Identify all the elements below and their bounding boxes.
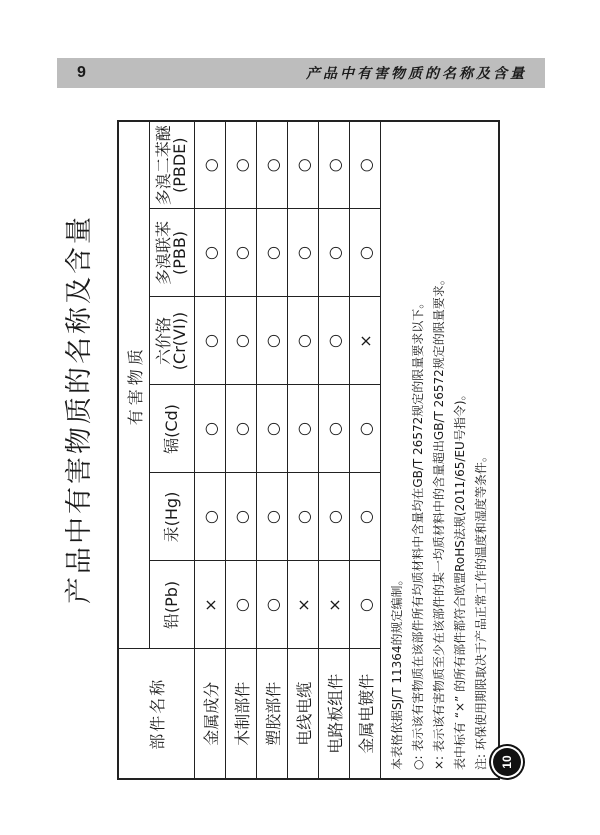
substance-mark: ○: [195, 473, 226, 561]
page-title: 产品中有害物质的名称及含量: [64, 214, 95, 604]
column-header: 多溴联苯 (PBB): [150, 209, 195, 297]
page-number: 9: [77, 64, 86, 81]
substance-mark: ○: [319, 121, 350, 209]
column-header: 多溴二苯醚 (PBDE): [150, 121, 195, 209]
rotated-page-content: [57, 96, 557, 780]
environmental-protection-use-period-icon: [493, 748, 521, 776]
table-row: [350, 121, 381, 779]
substance-mark: ○: [226, 209, 257, 297]
table-row: [257, 121, 288, 779]
part-name: 金属成分: [195, 649, 226, 779]
substance-mark: ○: [319, 297, 350, 385]
substance-mark: ×: [195, 561, 226, 649]
substance-mark: ○: [288, 297, 319, 385]
header-title: 产品中有害物质的名称及含量: [306, 66, 527, 82]
part-name: 电线电缆: [288, 649, 319, 779]
notes-cell: [381, 121, 500, 779]
hazardous-substance-table: [117, 120, 500, 780]
table-row: [226, 121, 257, 779]
substance-mark: ○: [195, 209, 226, 297]
substance-mark: ○: [195, 121, 226, 209]
substance-mark: ○: [257, 473, 288, 561]
substance-mark: ×: [350, 297, 381, 385]
table-row: [319, 121, 350, 779]
substance-mark: ○: [288, 121, 319, 209]
column-header: 铅(Pb): [150, 561, 195, 649]
notes-row: [381, 121, 500, 779]
note-line: 表中标有 “×” 的所有部件都符合欧盟RoHS法规(2011/65/EU号指令)。: [453, 388, 467, 770]
substance-mark: ×: [319, 561, 350, 649]
substance-mark: ○: [350, 561, 381, 649]
substance-mark: ○: [226, 561, 257, 649]
note-line: ×: 表示该有害物质至少在该部件的某一均质材料中的含量超出GB/T 26572规定的限量要求。: [432, 273, 446, 770]
substance-mark: ○: [226, 385, 257, 473]
column-header: 六价铬 (Cr(VI)): [150, 297, 195, 385]
substance-mark: ○: [257, 297, 288, 385]
page-header-bar: [57, 58, 545, 88]
substance-mark: ○: [226, 297, 257, 385]
table-row: [195, 121, 226, 779]
substance-mark: ○: [195, 297, 226, 385]
part-name: 金属电镀件: [350, 649, 381, 779]
note-line: ○: 表示该有害物质在该部件所有均质材料中含量均在GB/T 26572规定的限量要求以下。: [411, 296, 425, 770]
hazardous-substance-header: 有害物质: [118, 121, 150, 649]
substance-mark: ○: [350, 121, 381, 209]
substance-mark: ○: [319, 385, 350, 473]
part-name: 木制部件: [226, 649, 257, 779]
substance-mark: ○: [257, 561, 288, 649]
substance-mark: ○: [350, 209, 381, 297]
substance-mark: ×: [288, 561, 319, 649]
table-row: [288, 121, 319, 779]
note-line: 注: 环保使用期限取决于产品正常工作的温度和湿度等条件。: [474, 450, 488, 770]
substance-mark: ○: [288, 385, 319, 473]
substance-mark: ○: [288, 209, 319, 297]
substance-mark: ○: [257, 209, 288, 297]
substance-mark: ○: [195, 385, 226, 473]
column-header: 汞(Hg): [150, 473, 195, 561]
substance-mark: ○: [226, 121, 257, 209]
substance-mark: ○: [319, 209, 350, 297]
substance-mark: ○: [350, 385, 381, 473]
substance-mark: ○: [319, 473, 350, 561]
column-header: 镉(Cd): [150, 385, 195, 473]
part-name: 电路板组件: [319, 649, 350, 779]
substance-mark: ○: [288, 473, 319, 561]
part-name-header: 部件名称: [118, 649, 195, 779]
logo-number: 10: [500, 755, 514, 769]
substance-mark: ○: [257, 121, 288, 209]
substance-mark: ○: [226, 473, 257, 561]
substance-mark: ○: [257, 385, 288, 473]
note-line: 本表格依据SJ/T 11364的规定编制。: [390, 573, 404, 770]
part-name: 塑胶部件: [257, 649, 288, 779]
substance-table-wrapper: [117, 96, 500, 780]
substance-mark: ○: [350, 473, 381, 561]
